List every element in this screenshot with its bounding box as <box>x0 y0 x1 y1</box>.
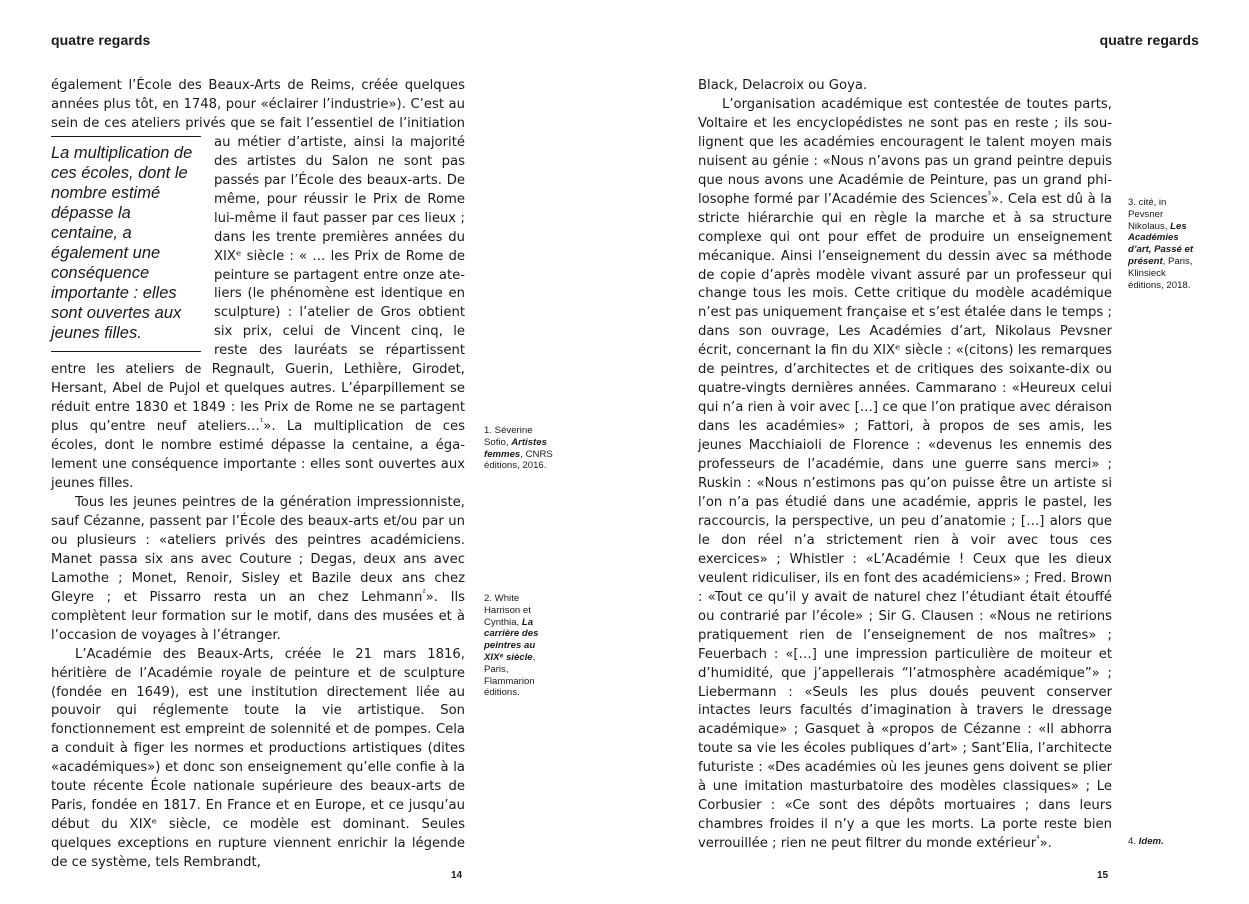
note-ref-4[interactable]: ⁴ <box>1036 834 1040 845</box>
note-text: 3. cité, in Pevsner Nikolaus, <box>1128 197 1171 232</box>
text-tail: ». <box>1039 836 1052 852</box>
running-head-left: quatre regards <box>51 32 151 48</box>
paragraph-text: Tous les jeunes peintres de la génération impressionniste, sauf Cézanne, passent par l’École des beaux-arts et/ou par un ou plusieurs : «ateliers privés des peintres académiciens. Manet passa six ans avec Couture ; Degas, deux ans avec Lamothe ; Monet, Renoir, Sisley et Bazile deux ans chez Gleyre ; et Pissarro resta un an chez Lehmann <box>51 494 465 605</box>
text-before-quote: également l’École des Beaux-Arts de Reims, créée quelques années plus tôt, en 1748, pour «éclairer l’industrie»). C’est au sein de ces ateliers privés que se fait l’essentiel de l’initiation <box>51 78 465 131</box>
right-body-text <box>698 77 1112 854</box>
footnote-3 <box>1128 197 1202 291</box>
running-head-right: quatre regards <box>1099 32 1199 48</box>
right-page <box>624 0 1249 904</box>
note-ref-3[interactable]: ³ <box>987 190 992 201</box>
note-text: 1. Séverine Sofio, <box>484 425 533 448</box>
paragraph-text: Black, Delacroix ou Goya. <box>698 78 868 93</box>
footnote-4 <box>1128 836 1202 848</box>
pull-quote: La multiplication de ces écoles, dont le nombre estimé dépasse la centaine, a également une conséquence importante : elles sont ouvertes aux jeunes filles. <box>51 136 201 352</box>
paragraph-text: L’Académie des Beaux-Arts, créée le 21 mars 1816, héritière de l’Académie royale de peinture et de sculpture (fondée en 1649), est une institution directement liée au pouvoir qui réglemente toute la vie artistique. Son fonctionnement est empreint de solennité et de pompes. Cela a conduit à figer les normes et productions artistiques (dites «académiques») et donc son enseignement qu’elle confie à la toute récente École nationale supérieure des beaux-arts de Paris, fondée en 1817. En France et en Europe, et ce jusqu’au début du XIXᵉ siècle, ce modèle est dominant. Seules quelques exceptions en rupture viennent enrichir la légende de ce système, tels Rembrandt, <box>51 646 465 871</box>
left-paragraph-1 <box>51 77 465 494</box>
note-text: 4. <box>1128 836 1139 847</box>
note-text: , Paris, Flammarion éditions. <box>484 651 536 699</box>
left-body-text <box>51 77 465 873</box>
text-after-note-3: ». Cela est dû à la stricte hiérarchie qui en règle la marche et à sa structure complexe qui ont pour effet de produire un enseignement mécanique. Ainsi l’enseignement du dessin avec sa méthode de copie d’après modèle vivant assuré par un professeur qui change tous les mois. Cette critique du modèle académique n’est pas uniquement française et s’est étalée dans le temps ; dans son ouvrage, Les Académies d’art, Nikolaus Pevsner écrit, concernant la fin du XIXᵉ siècle : «(citons) les remarques de peintres, d’architectes et de critiques des soixante-dix ou quatre-vingts dernières années. Cammarano : «Heureux celui qui n’a rien à voir avec […] ce que l’on pratique avec déraison dans les académies» ; Fattori, à propos de ses amis, les jeunes Macchiaioli de Florence : «devenus les ennemis des professeurs de l’académie, dans une guerre sans merci» ; Ruskin : «Nous n’estimons pas qu’on puisse être un artiste si l’on n’a pas étudié dans une académie, appris le pastel, les raccourcis, la perspective, un peu d’anatomie ; […] alors que le don réel n’a strictement rien à voir avec tous ces exercices» ; Whistler : «L’Académie ! Ceux que les dieux veulent ridiculiser, ils en font des académiciens» ; Fred. Brown : «Tout ce qu’il y avait de naturel chez l’étudiant était étouffé ou contrarié par l’école» ; Sir G. Clausen : «Nous ne retirions pratiquement rien de l’enseignement de nos maîtres» ; Feuerbach : «[…] une impression particulière de moiteur et d’humidité, que j’appellerais “l’atmosphère académique”» ; Liebermann : «Seuls les plus doués peuvent conserver intactes leurs facultés d’imagination à travers le dressage académique» ; Gasquet à «propos de Cézanne : «Il abhorra toute sa vie les écoles publiques d’art» ; Sant’Elia, l’architecte futuriste : «Des académies où les jeunes gens doivent se plier à une imitation masturbatoire des modèles classiques» ; Le Corbusier : «Ce sont des dépôts mortuaires ; dans leurs chambres froides il n’y a que les morts. La porte reste bien verrouillée ; rien ne peut filtrer du monde extérieur <box>698 191 1112 852</box>
note-text: 2. White Harrison et Cynthia, <box>484 593 531 628</box>
right-paragraph-1 <box>698 77 1112 96</box>
paragraph-text: L’organisation académique est contestée de toutes parts, Voltaire et les encyclopédistes ne sont pas en reste ; ils soulignent que les académies encouragent le talent moyen mais nuisent au génie : «Nous n’avons pas un grand peintre depuis que nous avons une Académie de Peinture, pas un grand philosophe formé par l’Académie des Sciences <box>698 96 1112 207</box>
footnote-2 <box>484 593 550 699</box>
note-title: Artistes femmes <box>484 436 547 460</box>
left-paragraph-3 <box>51 646 465 873</box>
text-after-note-2: ». Ils complètent leur formation sur le motif, dans des musées et à l’occasion de voyages à l’étranger. <box>51 589 465 643</box>
left-paragraph-2 <box>51 494 465 646</box>
note-text: , CNRS éditions, 2016. <box>484 448 553 472</box>
note-title: Les Académies d’art, Passé et présent <box>1128 220 1194 267</box>
footnote-1 <box>484 425 558 472</box>
text-after-quote: au métier d’artiste, ainsi la majorité des artistes du Salon ne sont pas passés par l’École des beaux-arts. De même, pour réussir le Prix de Rome lui-même il faut passer par ces lieux ; dans les trente premières années du XIXᵉ siècle : « … les Prix de Rome de peinture se partagent entre onze ateliers (le phénomène est identique en sculpture) : l’atelier de Gros obtient six prix, celui de Vincent cinq, le reste des lauréats se répartissent entre les ateliers de Regnault, Guerin, Lethière, Girodet, Hersant, Abel de Pujol et quelques autres. L’éparpillement se réduit entre 1830 et 1849 : les Prix de Rome ne se partagent plus qu’entre neuf ateliers… <box>51 134 465 435</box>
page-number-right: 15 <box>1097 870 1109 881</box>
note-text: , Paris, Klinsieck éditions, 2018. <box>1128 255 1193 291</box>
text-after-note-1: ». La multiplication de ces écoles, dont le nombre estimé dépasse la centaine, a également une conséquence importante : elles sont ouvertes aux jeunes filles. <box>51 419 465 492</box>
note-title: La carrière des peintres au XIXᵉ siècle <box>484 616 539 663</box>
note-ref-2[interactable]: ² <box>422 588 426 599</box>
right-paragraph-2 <box>698 96 1112 854</box>
left-page <box>0 0 624 904</box>
note-title: Idem. <box>1138 836 1164 847</box>
page-number-left: 14 <box>451 870 463 881</box>
note-ref-1[interactable]: ¹ <box>259 417 264 428</box>
